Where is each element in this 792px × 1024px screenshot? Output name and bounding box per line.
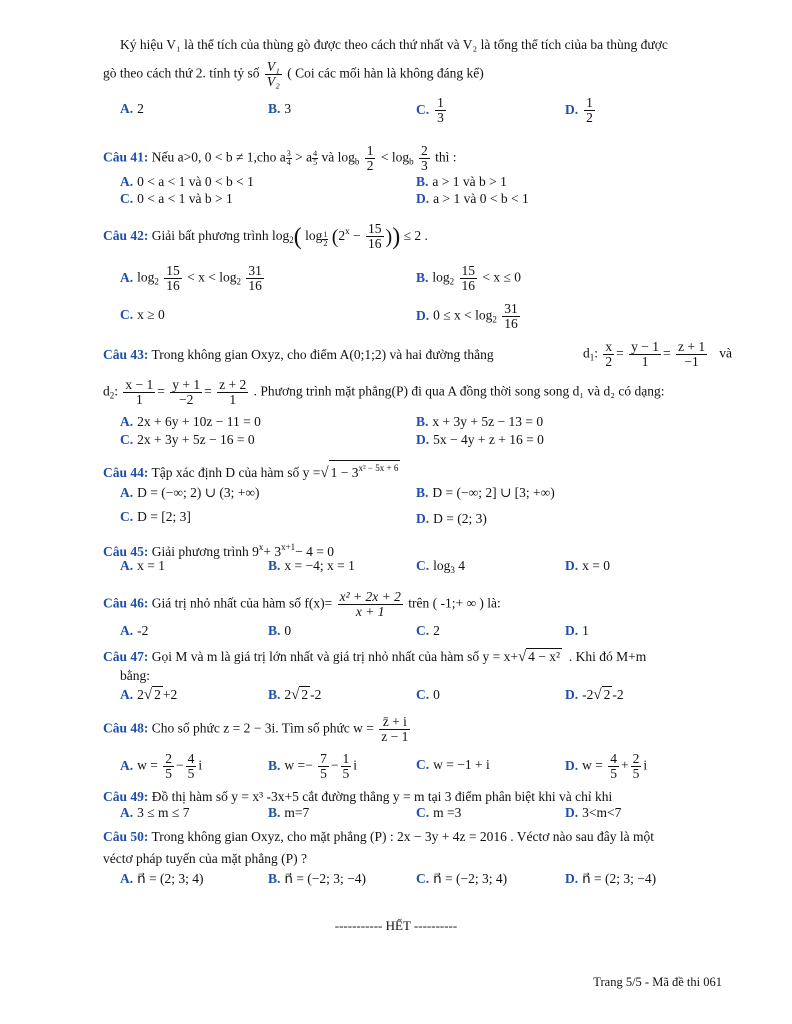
q42-option-a: A. $\log_2$ $\frac{15}{16}$ < $x < \log_2$ $\frac{31}{16}$	[120, 263, 262, 293]
intro-line-2: gò theo cách thứ 2. tính tỷ số $\frac{\text{V₁}}{\text{V₂}}$ ( Coi các mối hàn là không đáng kể)	[103, 59, 484, 89]
intro-option-c: C. $\frac{1}{3}$	[416, 95, 444, 125]
ratio-fraction: $\frac{\text{V₁}}{\text{V₂}}$	[266, 59, 280, 89]
question-50: Câu 50: Trong không gian Oxyz, cho mặt phẳng (P) : 2x − 3y + 4z = 2016 . Véctơ nào sau đây là một	[103, 829, 654, 844]
question-45: Câu 45: Giải phương trình $9^x+ 3^{x+1}- 4 = 0$	[103, 542, 335, 559]
q43-option-c: C. 2x + 3y + 5z − 16 = 0	[120, 432, 255, 447]
q44-option-d: D. D = (2; 3)	[416, 511, 487, 526]
q43-option-a: A. 2x + 6y + 10z − 11 = 0	[120, 414, 261, 429]
question-42: Câu 42: Giải bất phương trình $\log_2$( log $_{\frac{1}{2}}$ (2$^x$ − $\frac{15}{16}$ )) ≤ 2 .	[103, 221, 428, 252]
intro-option-d: D. $\frac{1}{2}$	[565, 95, 593, 125]
q47-option-a: A. 2√ 2 +2	[120, 687, 178, 703]
q47-line-2: bằng:	[120, 668, 150, 683]
question-44: Câu 44: Tập xác định D của hàm số y =√ $1 - 3^{x^2 - 5x + 6}$	[103, 460, 400, 482]
question-46: Câu 46: Giá trị nhỏ nhất của hàm số f(x)= $\frac{\text{x² + 2x + 2}}{x + 1}$ trên ( -1;+ ∞ ) là:	[103, 589, 501, 619]
q45-option-a: A. x = 1	[120, 558, 165, 573]
q47-option-b: B. 2√ 2 -2	[268, 687, 322, 703]
q49-option-a: A. 3 ≤ m ≤ 7	[120, 805, 190, 820]
q50-line-2: véctơ pháp tuyến của mặt phẳng (P) ?	[103, 851, 307, 866]
question-49: Câu 49: Đồ thị hàm số y = x³ -3x+5 cắt đường thẳng y = m tại 3 điểm phân biệt khi và chỉ khi	[103, 789, 613, 804]
q43-option-d: D. 5x − 4y + z + 16 = 0	[416, 432, 544, 447]
q50-option-a: A. n⃗ = (2; 3; 4)	[120, 871, 204, 886]
question-41: Câu 41: Nếu a>0, 0 < b ≠ 1,cho a $\frac{3}{4}$ > a $\frac{4}{5}$ và $\log_b$ $\frac{1}{2}$ < $\log_b$ $\frac{2}{3}$ thì :	[103, 143, 457, 173]
q49-option-d: D. 3<m<7	[565, 805, 622, 820]
q41-option-a: A. 0 < a < 1 và 0 < b < 1	[120, 174, 254, 189]
question-47: Câu 47: Gọi M và m là giá trị lớn nhất và giá trị nhỏ nhất của hàm số y = x+√ 4 − x² . Khi đó M+m	[103, 649, 647, 665]
q41-option-c: C. 0 < a < 1 và b > 1	[120, 191, 233, 206]
q48-option-c: C. w = −1 + i	[416, 757, 490, 772]
q45-option-d: D. x = 0	[565, 558, 610, 573]
q42-option-b: B. $\log_2$ $\frac{15}{16}$ < x ≤ 0	[416, 263, 522, 293]
q42-option-d: D. $0 \le x < \log_2$ $\frac{31}{16}$	[416, 301, 518, 331]
q44-option-c: C. D = [2; 3]	[120, 509, 191, 524]
intro-option-b: B. 3	[268, 101, 292, 116]
q48-option-b: B. w =− $\frac{7}{5}$ − $\frac{1}{5}$ i	[268, 751, 358, 781]
q47-option-d: D. -2√ 2 -2	[565, 687, 624, 703]
q42-option-c: C. x ≥ 0	[120, 307, 165, 322]
q50-option-b: B. n⃗ = (−2; 3; −4)	[268, 871, 367, 886]
q47-option-c: C. 0	[416, 687, 440, 702]
q45-option-c: C. $\log_3 4$	[416, 558, 466, 575]
q50-option-d: D. n⃗ = (2; 3; −4)	[565, 871, 657, 886]
q48-option-a: A. w = $\frac{2}{5}$ − $\frac{4}{5}$ i	[120, 751, 203, 781]
q46-option-a: A. -2	[120, 623, 149, 638]
end-marker: ----------- HẾT ----------	[334, 918, 458, 933]
question-48: Câu 48: Cho số phức z = 2 − 3i. Tìm số phức w = $\frac{z̄ + i}{z - 1}$	[103, 714, 409, 744]
q41-option-b: B. a > 1 và b > 1	[416, 174, 507, 189]
intro-line-1: Ký hiệu V₁ là thể tích của thùng gò được theo cách thứ nhất và V₂ là tổng thể tích ciủa ba thùng được	[120, 37, 668, 52]
q44-option-b: B. D = (−∞; 2] ∪ [3; +∞)	[416, 485, 555, 500]
q44-option-a: A. D = (−∞; 2) ∪ (3; +∞)	[120, 485, 260, 500]
q46-option-c: C. 2	[416, 623, 440, 638]
q43-line-2: $d_2$: $\frac{x - 1}{1}$ = $\frac{y + 1}{-2}$ = $\frac{z + 2}{1}$ . Phương trình mặt phẳng(P) đi qua A đồng thời song song d₁ và d₂ có dạng:	[103, 377, 665, 407]
q48-option-d: D. w = $\frac{4}{5}$ + $\frac{2}{5}$ i	[565, 751, 648, 781]
q49-option-c: C. m =3	[416, 805, 462, 820]
q50-option-c: C. n⃗ = (−2; 3; 4)	[416, 871, 508, 886]
q46-option-b: B. 0	[268, 623, 292, 638]
q43-line-d1: $d_1$: $\frac{x}{2}$ = $\frac{y - 1}{1}$ = $\frac{z + 1}{-1}$ và	[583, 339, 732, 369]
q49-option-b: B. m=7	[268, 805, 310, 820]
page-footer: Trang 5/5 - Mã đề thi 061	[593, 975, 722, 989]
intro-option-a: A. 2	[120, 101, 144, 116]
q46-option-d: D. 1	[565, 623, 589, 638]
q41-option-d: D. a > 1 và 0 < b < 1	[416, 191, 529, 206]
question-43: Câu 43: Trong không gian Oxyz, cho điểm A(0;1;2) và hai đường thẳng	[103, 347, 494, 362]
q43-option-b: B. x + 3y + 5z − 13 = 0	[416, 414, 544, 429]
q45-option-b: B. x = −4; x = 1	[268, 558, 355, 573]
